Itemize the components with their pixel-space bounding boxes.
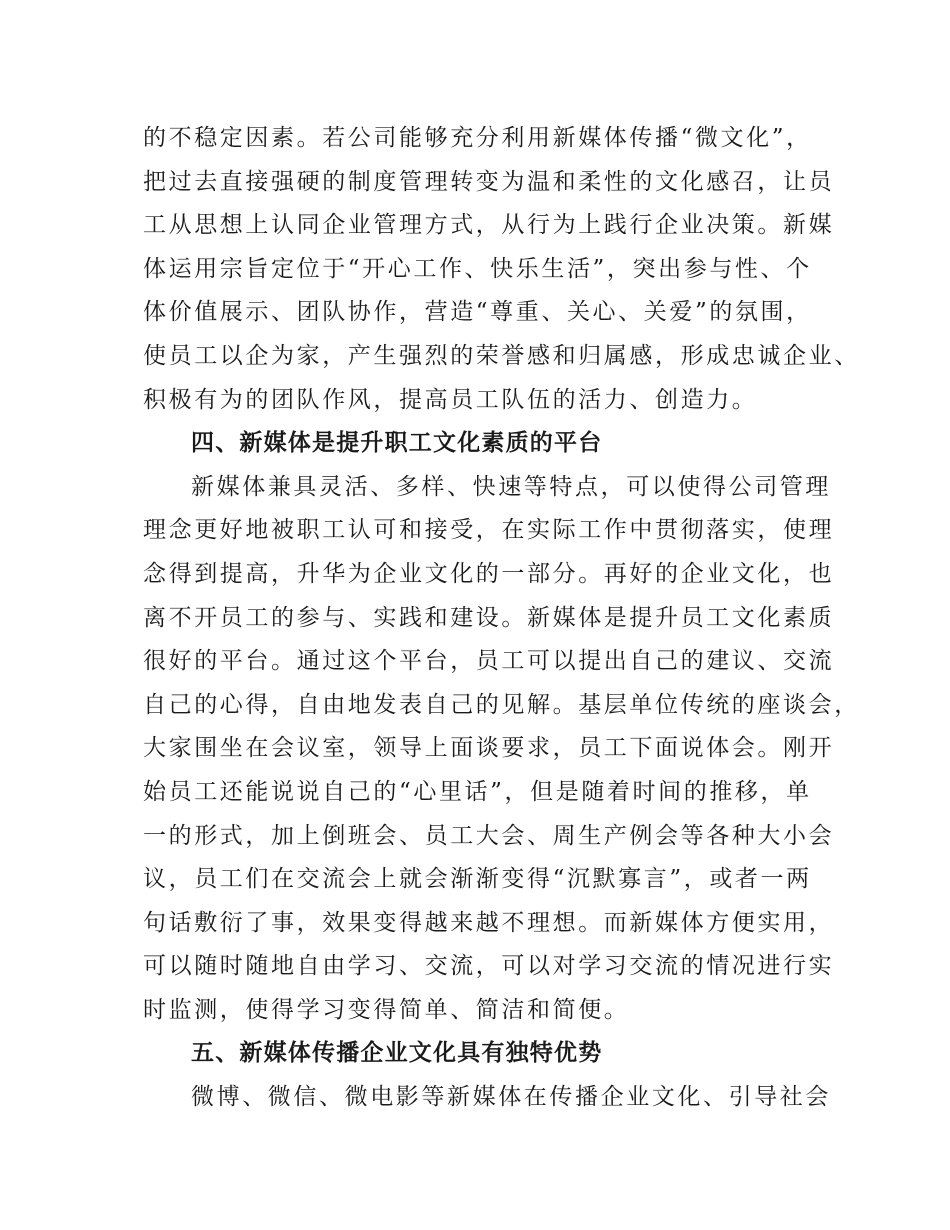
section-heading: 四、新媒体是提升职工文化素质的平台 xyxy=(191,430,603,457)
paragraph-line: 体价值展示、团队协作，营造“尊重、关心、关爱”的氛围， xyxy=(143,299,812,326)
paragraph-line: 一的形式，加上倒班会、员工大会、周生产例会等各种大小会 xyxy=(143,822,835,849)
paragraph-line: 理念更好地被职工认可和接受，在实际工作中贯彻落实，使理 xyxy=(143,517,835,544)
paragraph-line: 念得到提高，升华为企业文化的一部分。再好的企业文化，也 xyxy=(143,560,835,587)
paragraph-line: 议，员工们在交流会上就会渐渐变得“沉默寡言”，或者一两 xyxy=(143,866,812,893)
paragraph-line: 把过去直接强硬的制度管理转变为温和柔性的文化感召，让员 xyxy=(143,168,835,195)
paragraph-line: 很好的平台。通过这个平台，员工可以提出自己的建议、交流 xyxy=(143,648,835,675)
paragraph-line: 始员工还能说说自己的“心里话”，但是随着时间的推移，单 xyxy=(143,778,812,805)
paragraph-line: 离不开员工的参与、实践和建设。新媒体是提升员工文化素质 xyxy=(143,604,835,631)
paragraph-line: 积极有为的团队作风，提高员工队伍的活力、创造力。 xyxy=(143,386,758,413)
paragraph-line: 自己的心得，自由地发表自己的见解。基层单位传统的座谈会， xyxy=(143,691,860,718)
paragraph-line: 可以随时随地自由学习、交流，可以对学习交流的情况进行实 xyxy=(143,953,835,980)
paragraph-line: 体运用宗旨定位于“开心工作、快乐生活”，突出参与性、个 xyxy=(143,255,812,282)
paragraph-line: 使员工以企为家，产生强烈的荣誉感和归属感，形成忠诚企业、 xyxy=(143,342,860,369)
paragraph-line: 新媒体兼具灵活、多样、快速等特点，可以使得公司管理 xyxy=(191,473,831,500)
section-heading: 五、新媒体传播企业文化具有独特优势 xyxy=(191,1040,603,1067)
paragraph-line: 时监测，使得学习变得简单、简洁和简便。 xyxy=(143,996,630,1023)
document-body xyxy=(143,117,860,1120)
paragraph-line: 的不稳定因素。若公司能够充分利用新媒体传播“微文化”， xyxy=(143,125,812,151)
paragraph-line: 大家围坐在会议室，领导上面谈要求，员工下面说体会。刚开 xyxy=(143,735,835,762)
paragraph-line: 工从思想上认同企业管理方式，从行为上践行企业决策。新媒 xyxy=(143,212,835,239)
paragraph-line: 句话敷衍了事，效果变得越来越不理想。而新媒体方便实用， xyxy=(143,909,835,936)
paragraph-line: 微博、微信、微电影等新媒体在传播企业文化、引导社会 xyxy=(191,1084,831,1111)
